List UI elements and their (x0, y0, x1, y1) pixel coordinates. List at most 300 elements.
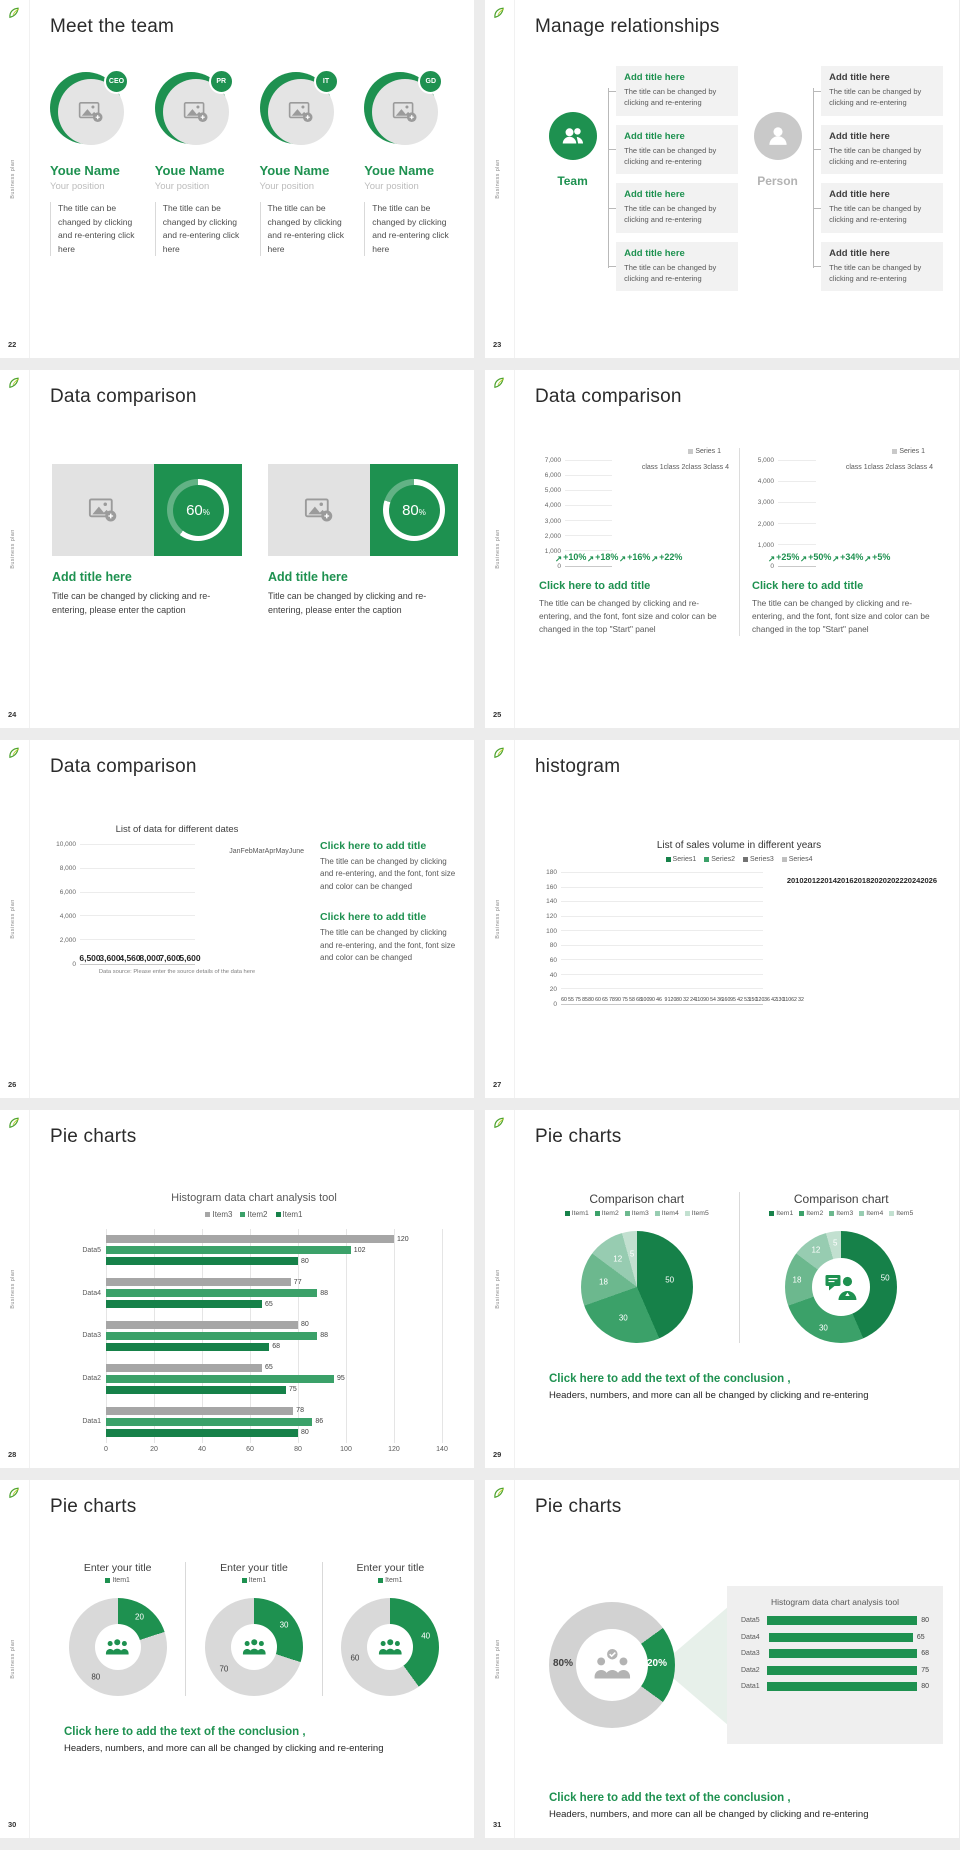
slice-value-label: 40 (421, 1631, 431, 1641)
donut-charts (50, 1562, 458, 1696)
up-arrow-icon: ↗ (619, 553, 627, 564)
bar-value-label: 46 (656, 997, 662, 1003)
bar-value-label: 65 (602, 997, 608, 1003)
item-heading: Add title here (829, 130, 890, 142)
panel-heading: Click here to add title (752, 580, 864, 592)
bar-row (741, 1616, 929, 1625)
slice-value-label: 18 (792, 1275, 802, 1285)
growth-label: ↗+22% (651, 552, 683, 564)
donut-callout-figure (535, 1562, 943, 1762)
bar-value-label: 65 (916, 1633, 925, 1641)
bar-value-label: 95 (730, 997, 736, 1003)
legend-swatch (859, 1211, 864, 1216)
slide-sidebar (485, 1110, 515, 1468)
bar-chart-plot (752, 457, 933, 570)
group-label: Person (757, 174, 798, 188)
bar-value-label: 85 (582, 997, 588, 1003)
item-body: The title can be changed by clicking and re-entering (624, 87, 717, 108)
legend-swatch (889, 1211, 894, 1216)
conclusion-body: Headers, numbers, and more can all be changed by clicking and re-entering (64, 1743, 384, 1754)
bar-value-label: 36 (764, 997, 770, 1003)
slide-sidebar (0, 370, 30, 728)
growth-label: ↗+25% (768, 552, 800, 564)
sidebar-vertical-label: Business plan (10, 529, 16, 569)
relationship-diagram (535, 66, 943, 300)
legend-swatch (378, 1578, 383, 1583)
bar-row (741, 1633, 929, 1642)
y-axis: 180 160 140 120 100 80 60 40 20 0 (546, 869, 557, 1008)
slide-25-data-comparison-charts[interactable] (485, 370, 959, 728)
group-label: Team (557, 174, 588, 188)
page-title: Manage relationships (535, 16, 720, 37)
bar-value-label: 60 (595, 997, 601, 1003)
slice-value-label: 50 (880, 1273, 890, 1283)
chart-title: Histogram data chart analysis tool (171, 1192, 337, 1204)
legend-swatch (655, 1211, 660, 1216)
slice-value-label: 60 (350, 1653, 360, 1663)
bar-value-label: 24 (690, 997, 696, 1003)
detail-panel (727, 1586, 943, 1744)
bar-value-label: 68 (272, 1343, 280, 1351)
relationship-item (821, 242, 943, 292)
percent-panel (370, 464, 458, 556)
avatar (155, 72, 233, 150)
bar-value-label: 55 (568, 997, 574, 1003)
chart-legend: Item1 (327, 1577, 454, 1584)
slide-26-data-comparison-chart[interactable] (0, 740, 474, 1098)
slide-27-histogram[interactable] (485, 740, 959, 1098)
relationship-item (616, 183, 738, 233)
chart-title: List of data for different dates (115, 824, 239, 835)
slide-content (30, 370, 474, 728)
slide-content (515, 740, 959, 1098)
block-heading: Click here to add title (320, 840, 427, 852)
team-member-card (155, 72, 249, 256)
up-arrow-icon: ↗ (768, 553, 776, 564)
sidebar-vertical-label: Business plan (495, 159, 501, 199)
bar-value-label: 65 (265, 1300, 273, 1308)
bar-row (741, 1666, 929, 1675)
item-body: The title can be changed by clicking and re-entering (829, 262, 922, 283)
bar-label: Data4 (741, 1633, 760, 1641)
bar-value-label: 80 (676, 997, 682, 1003)
legend-swatch (829, 1211, 834, 1216)
group-icon-column (543, 112, 602, 300)
bar-value-label: 42 (737, 997, 743, 1003)
people-group-icon (231, 1624, 277, 1670)
block-caption: The title can be changed by clicking and re-entering, and the font, font size and color can be changed (320, 928, 456, 962)
chart-legend: Series 1 (539, 448, 721, 455)
progress-ring (383, 479, 445, 541)
bar-value-label: 80 (300, 1429, 309, 1437)
bar-value-label: 6,500 (79, 953, 101, 963)
bar (769, 1649, 918, 1658)
bar-value-label: 36 (717, 997, 723, 1003)
team-member-card (50, 72, 144, 256)
page-title: Meet the team (50, 16, 175, 37)
text-blocks (304, 840, 458, 982)
member-description: The title can be changed by clicking and re-entering click here (50, 202, 136, 256)
sidebar-vertical-label: Business plan (10, 159, 16, 199)
growth-label: ↗+18% (587, 552, 619, 564)
bar (106, 1300, 262, 1308)
group-icon-column (748, 112, 807, 300)
chart-footnote: Data source: Please enter the source details of the data here (98, 969, 256, 975)
bar-group (106, 1364, 442, 1394)
conclusion (549, 1792, 943, 1820)
legend-swatch (688, 449, 693, 454)
legend-swatch (276, 1212, 281, 1217)
bar-label: Data1 (741, 1683, 760, 1690)
slide-number: 30 (8, 1820, 17, 1829)
bar (106, 1386, 286, 1394)
relationship-item (821, 183, 943, 233)
relationship-item (616, 242, 738, 292)
sidebar-vertical-label: Business plan (495, 899, 501, 939)
bar-value-label: 130 (775, 997, 785, 1003)
slide-number: 26 (8, 1080, 17, 1089)
team-icon (549, 112, 597, 160)
item-body: The title can be changed by clicking and re-entering (624, 145, 717, 166)
brand-leaf-logo (7, 6, 21, 25)
legend-swatch (799, 1211, 804, 1216)
chart-title: List of sales volume in different years (656, 840, 822, 851)
slide-sidebar (485, 1480, 515, 1838)
bar-value-label: 80 (921, 1617, 929, 1624)
conclusion (549, 1373, 943, 1401)
member-position: Your position (259, 181, 315, 192)
bar-value-label: 9 (664, 997, 668, 1003)
slide-content (30, 740, 474, 1098)
bar-value-label: 75 (921, 1666, 929, 1674)
people-group-icon (367, 1624, 413, 1670)
sidebar-vertical-label: Business plan (495, 529, 501, 569)
comparison-card (52, 464, 242, 618)
slide-31-pie-charts-callout[interactable] (485, 1480, 959, 1838)
bar (769, 1633, 913, 1642)
slide-content (515, 370, 959, 728)
bar (106, 1407, 293, 1415)
bar-row (741, 1649, 929, 1658)
chart-panel (535, 448, 739, 636)
bar-value-label: 80 (921, 1683, 929, 1690)
legend-swatch (704, 857, 709, 862)
bar-value-label: 68 (921, 1650, 929, 1657)
team-members (50, 72, 458, 256)
slide-content (515, 0, 959, 358)
block-caption: The title can be changed by clicking and re-entering, and the font, font size and color can be changed (320, 857, 456, 891)
slice-value-label: 50 (665, 1275, 675, 1285)
bar-value-label: 75 (288, 1386, 297, 1394)
slide-content (30, 0, 474, 358)
slide-number: 22 (8, 340, 17, 349)
relationship-item (821, 125, 943, 175)
sidebar-vertical-label: Business plan (10, 1639, 16, 1679)
slide-sidebar (485, 370, 515, 728)
bar-value-label: 78 (296, 1407, 304, 1415)
slide-sidebar (485, 740, 515, 1098)
y-axis: 10,000 8,000 6,000 4,000 2,000 0 (56, 841, 76, 968)
comparison-pies (535, 1192, 943, 1343)
plot-area (106, 1229, 442, 1443)
panel-caption: The title can be changed by clicking and re-entering, and the font, font size and color can be changed in the top "Start" panel (539, 598, 717, 634)
sidebar-vertical-label: Business plan (10, 899, 16, 939)
member-description: The title can be changed by clicking and re-entering click here (155, 202, 241, 256)
slice-value-label: 30 (279, 1620, 289, 1630)
page-title: Data comparison (535, 386, 682, 407)
bar-value-label: 75 (622, 997, 628, 1003)
chart-legend: Series 1 (752, 448, 925, 455)
chart-legend: Item1 (54, 1577, 181, 1584)
up-arrow-icon: ↗ (651, 553, 659, 564)
brand-leaf-logo (492, 376, 506, 395)
avatar (364, 72, 442, 150)
comparison-chart (535, 1192, 739, 1343)
donut-chart (205, 1598, 303, 1696)
text-block (320, 840, 458, 893)
slide-sidebar (485, 0, 515, 358)
sidebar-vertical-label: Business plan (10, 1269, 16, 1309)
item-heading: Add title here (624, 72, 685, 83)
bar (106, 1278, 291, 1286)
legend-swatch (666, 857, 671, 862)
bar-chart-plot (50, 841, 304, 968)
bar-value-label: 78 (609, 997, 615, 1003)
bar-value-label: 60 (561, 997, 567, 1003)
comparison-chart (739, 1192, 944, 1343)
chart-title: Comparison chart (793, 1192, 889, 1206)
chart-legend: Item1 Item2 Item3 Item4 Item5 (541, 1210, 733, 1217)
page-title: Pie charts (50, 1126, 137, 1147)
page-title: Data comparison (50, 756, 197, 777)
donut-chart (69, 1598, 167, 1696)
relationship-item (616, 125, 738, 175)
slide-number: 29 (493, 1450, 502, 1459)
bar (106, 1343, 269, 1351)
bar (106, 1246, 351, 1254)
comparison-card (268, 464, 458, 618)
brand-leaf-logo (7, 376, 21, 395)
member-position: Your position (50, 181, 105, 192)
slide-sidebar (0, 1480, 30, 1838)
person-icon (754, 112, 802, 160)
slide-sidebar (0, 1110, 30, 1468)
page-title: Pie charts (535, 1496, 622, 1517)
brand-leaf-logo (7, 1486, 21, 1505)
y-axis: 5,000 4,000 3,000 2,000 1,000 0 (757, 457, 774, 570)
pie-chart (581, 1231, 693, 1343)
slice-value-label: 20 (135, 1612, 144, 1622)
slice-value-label: 80 (91, 1672, 101, 1682)
bar (106, 1257, 298, 1265)
bar-chart-plot (539, 457, 729, 570)
legend-swatch (625, 1211, 630, 1216)
bar-value-label: 90 (615, 997, 621, 1003)
slice-value-label: 18 (599, 1277, 608, 1287)
legend-swatch (743, 857, 748, 862)
member-position: Your position (364, 181, 419, 192)
x-axis-labels: 2010 2012 2014 2016 2018 2020 2022 2024 2026 (786, 876, 937, 885)
conclusion-body: Headers, numbers, and more can all be changed by clicking and re-entering (549, 1390, 869, 1401)
bar-value-label: 110 (694, 997, 704, 1003)
category-labels: Data5 Data4 Data3 Data2 Data1 (82, 1246, 101, 1426)
percent-value: 60% (186, 501, 210, 519)
people-group-icon (95, 1624, 141, 1670)
conclusion-heading: Click here to add the text of the conclusion , (549, 1792, 791, 1804)
bar-value-label: 90 (649, 997, 655, 1003)
bar-value-label: 80 (588, 997, 594, 1003)
bar-label: Data2 (741, 1666, 760, 1674)
x-axis-labels: class 1 class 2 class 3 class 4 (641, 464, 729, 471)
member-name: Youe Name (259, 163, 330, 178)
bar-value-label: 58 (629, 997, 635, 1003)
item-body: The title can be changed by clicking and re-entering (624, 262, 717, 283)
bar-value-label: 62 (791, 997, 797, 1003)
x-axis-labels: class 1 class 2 class 3 class 4 (845, 464, 933, 471)
brand-leaf-logo (7, 746, 21, 765)
callout-wedge (673, 1606, 729, 1726)
bar-value-label: 90 (703, 997, 709, 1003)
up-arrow-icon: ↗ (864, 553, 872, 564)
bar-value-label: 160 (721, 997, 731, 1003)
slide-29-pie-charts[interactable] (485, 1110, 959, 1468)
slide-content (515, 1110, 959, 1468)
bar-value-label: 120 (396, 1235, 409, 1243)
slide-content (30, 1480, 474, 1838)
group-items (821, 66, 943, 300)
donut-chart (341, 1598, 439, 1696)
percent-value: 80% (402, 501, 426, 519)
bar-value-label: 68 (636, 997, 642, 1003)
horizontal-bar-chart (50, 1192, 458, 1458)
block-heading: Click here to add title (320, 911, 427, 924)
donut-chart-block (185, 1562, 321, 1696)
growth-label: ↗+34% (832, 552, 864, 564)
legend-swatch (205, 1212, 210, 1217)
bar-value-label: 120 (755, 997, 765, 1003)
team-member-card (260, 72, 354, 256)
page-title: Pie charts (50, 1496, 137, 1517)
chart-title: Enter your title (356, 1562, 425, 1574)
slice-value-label: 70 (219, 1664, 229, 1674)
chart-title: Comparison chart (589, 1192, 685, 1206)
slide-23-manage-relationships[interactable] (485, 0, 959, 358)
slide-sidebar (0, 0, 30, 358)
growth-label: ↗+5% (864, 552, 891, 564)
chart-legend: Series1 Series2 Series3 Series4 (535, 856, 943, 863)
slide-24-data-comparison[interactable] (0, 370, 474, 728)
up-arrow-icon: ↗ (800, 553, 808, 564)
card-caption: Title can be changed by clicking and re-entering, please enter the caption (52, 591, 211, 615)
donut-chart (785, 1231, 897, 1343)
bar-value-label: 75 (575, 997, 581, 1003)
bar (106, 1429, 298, 1437)
bar-group (106, 1278, 442, 1308)
bar-value-label: 54 (710, 997, 716, 1003)
image-placeholder-icon (52, 464, 154, 556)
chart-title: Enter your title (220, 1562, 288, 1574)
progress-ring (167, 479, 229, 541)
item-heading: Add title here (829, 247, 890, 259)
consultant-icon (812, 1258, 870, 1316)
bar-row (741, 1682, 929, 1691)
slide-number: 25 (493, 710, 502, 719)
bar-value-label: 32 (683, 997, 689, 1003)
slide-number: 24 (8, 710, 17, 719)
growth-label: ↗+50% (800, 552, 832, 564)
slice-value-label: 12 (613, 1254, 623, 1264)
bar-label: Data3 (741, 1650, 760, 1657)
team-check-icon (576, 1629, 648, 1701)
bar (767, 1616, 917, 1625)
chart-title: Histogram data chart analysis tool (770, 1597, 900, 1607)
bar-group (106, 1321, 442, 1351)
slice-value-label: 30 (818, 1323, 828, 1333)
bar-value-label: 32 (798, 997, 804, 1003)
slice-value-label: 20% (647, 1658, 668, 1669)
slide-30-pie-charts-donuts[interactable] (0, 1480, 474, 1838)
legend-swatch (242, 1578, 247, 1583)
bar-value-label: 65 (265, 1364, 273, 1372)
member-description: The title can be changed by clicking and re-entering click here (260, 202, 346, 256)
card-heading: Add title here (52, 570, 132, 584)
growth-label: ↗+10% (555, 552, 587, 564)
slide-content (30, 1110, 474, 1468)
slide-22-meet-the-team[interactable] (0, 0, 474, 358)
bar-label: Data5 (741, 1617, 760, 1624)
item-body: The title can be changed by clicking and re-entering (624, 204, 717, 225)
legend-swatch (685, 1211, 690, 1216)
member-description: The title can be changed by clicking and re-entering click here (364, 202, 450, 256)
panel-heading: Click here to add title (539, 580, 651, 592)
growth-label: ↗+16% (619, 552, 651, 564)
legend-swatch (105, 1578, 110, 1583)
bar-value-label: 100 (640, 997, 650, 1003)
member-name: Youe Name (154, 163, 225, 178)
bar (106, 1375, 334, 1383)
conclusion-heading: Click here to add the text of the conclusion , (549, 1373, 791, 1385)
legend-swatch (892, 449, 897, 454)
member-badge: CEO (104, 69, 129, 94)
member-position: Your position (154, 181, 210, 192)
slice-value-label: 30 (618, 1313, 628, 1323)
brand-leaf-logo (492, 6, 506, 25)
legend-swatch (565, 1211, 570, 1216)
bar-value-label: 53 (744, 997, 750, 1003)
bar-value-label: 8,000 (139, 953, 161, 963)
slide-28-pie-charts-bar[interactable] (0, 1110, 474, 1468)
member-badge: IT (314, 69, 339, 94)
member-badge: GD (418, 69, 443, 94)
up-arrow-icon: ↗ (587, 553, 595, 564)
bar-value-label: 7,600 (159, 953, 181, 963)
slide-sidebar (0, 740, 30, 1098)
percent-panel (154, 464, 242, 556)
slice-value-label: 12 (811, 1245, 821, 1255)
slice-value-label: 80% (553, 1658, 574, 1669)
page-title: Pie charts (535, 1126, 622, 1147)
image-placeholder-icon (268, 464, 370, 556)
sidebar-vertical-label: Business plan (495, 1639, 501, 1679)
bar (106, 1321, 298, 1329)
team-member-card (364, 72, 458, 256)
panel-caption: The title can be changed by clicking and re-entering, and the font, font size and color can be changed in the top "Start" panel (752, 598, 930, 634)
item-heading: Add title here (829, 189, 890, 200)
item-body: The title can be changed by clicking and re-entering (829, 204, 922, 225)
up-arrow-icon: ↗ (832, 553, 840, 564)
slide-content (515, 1480, 959, 1838)
bar-value-label: 102 (353, 1246, 366, 1254)
